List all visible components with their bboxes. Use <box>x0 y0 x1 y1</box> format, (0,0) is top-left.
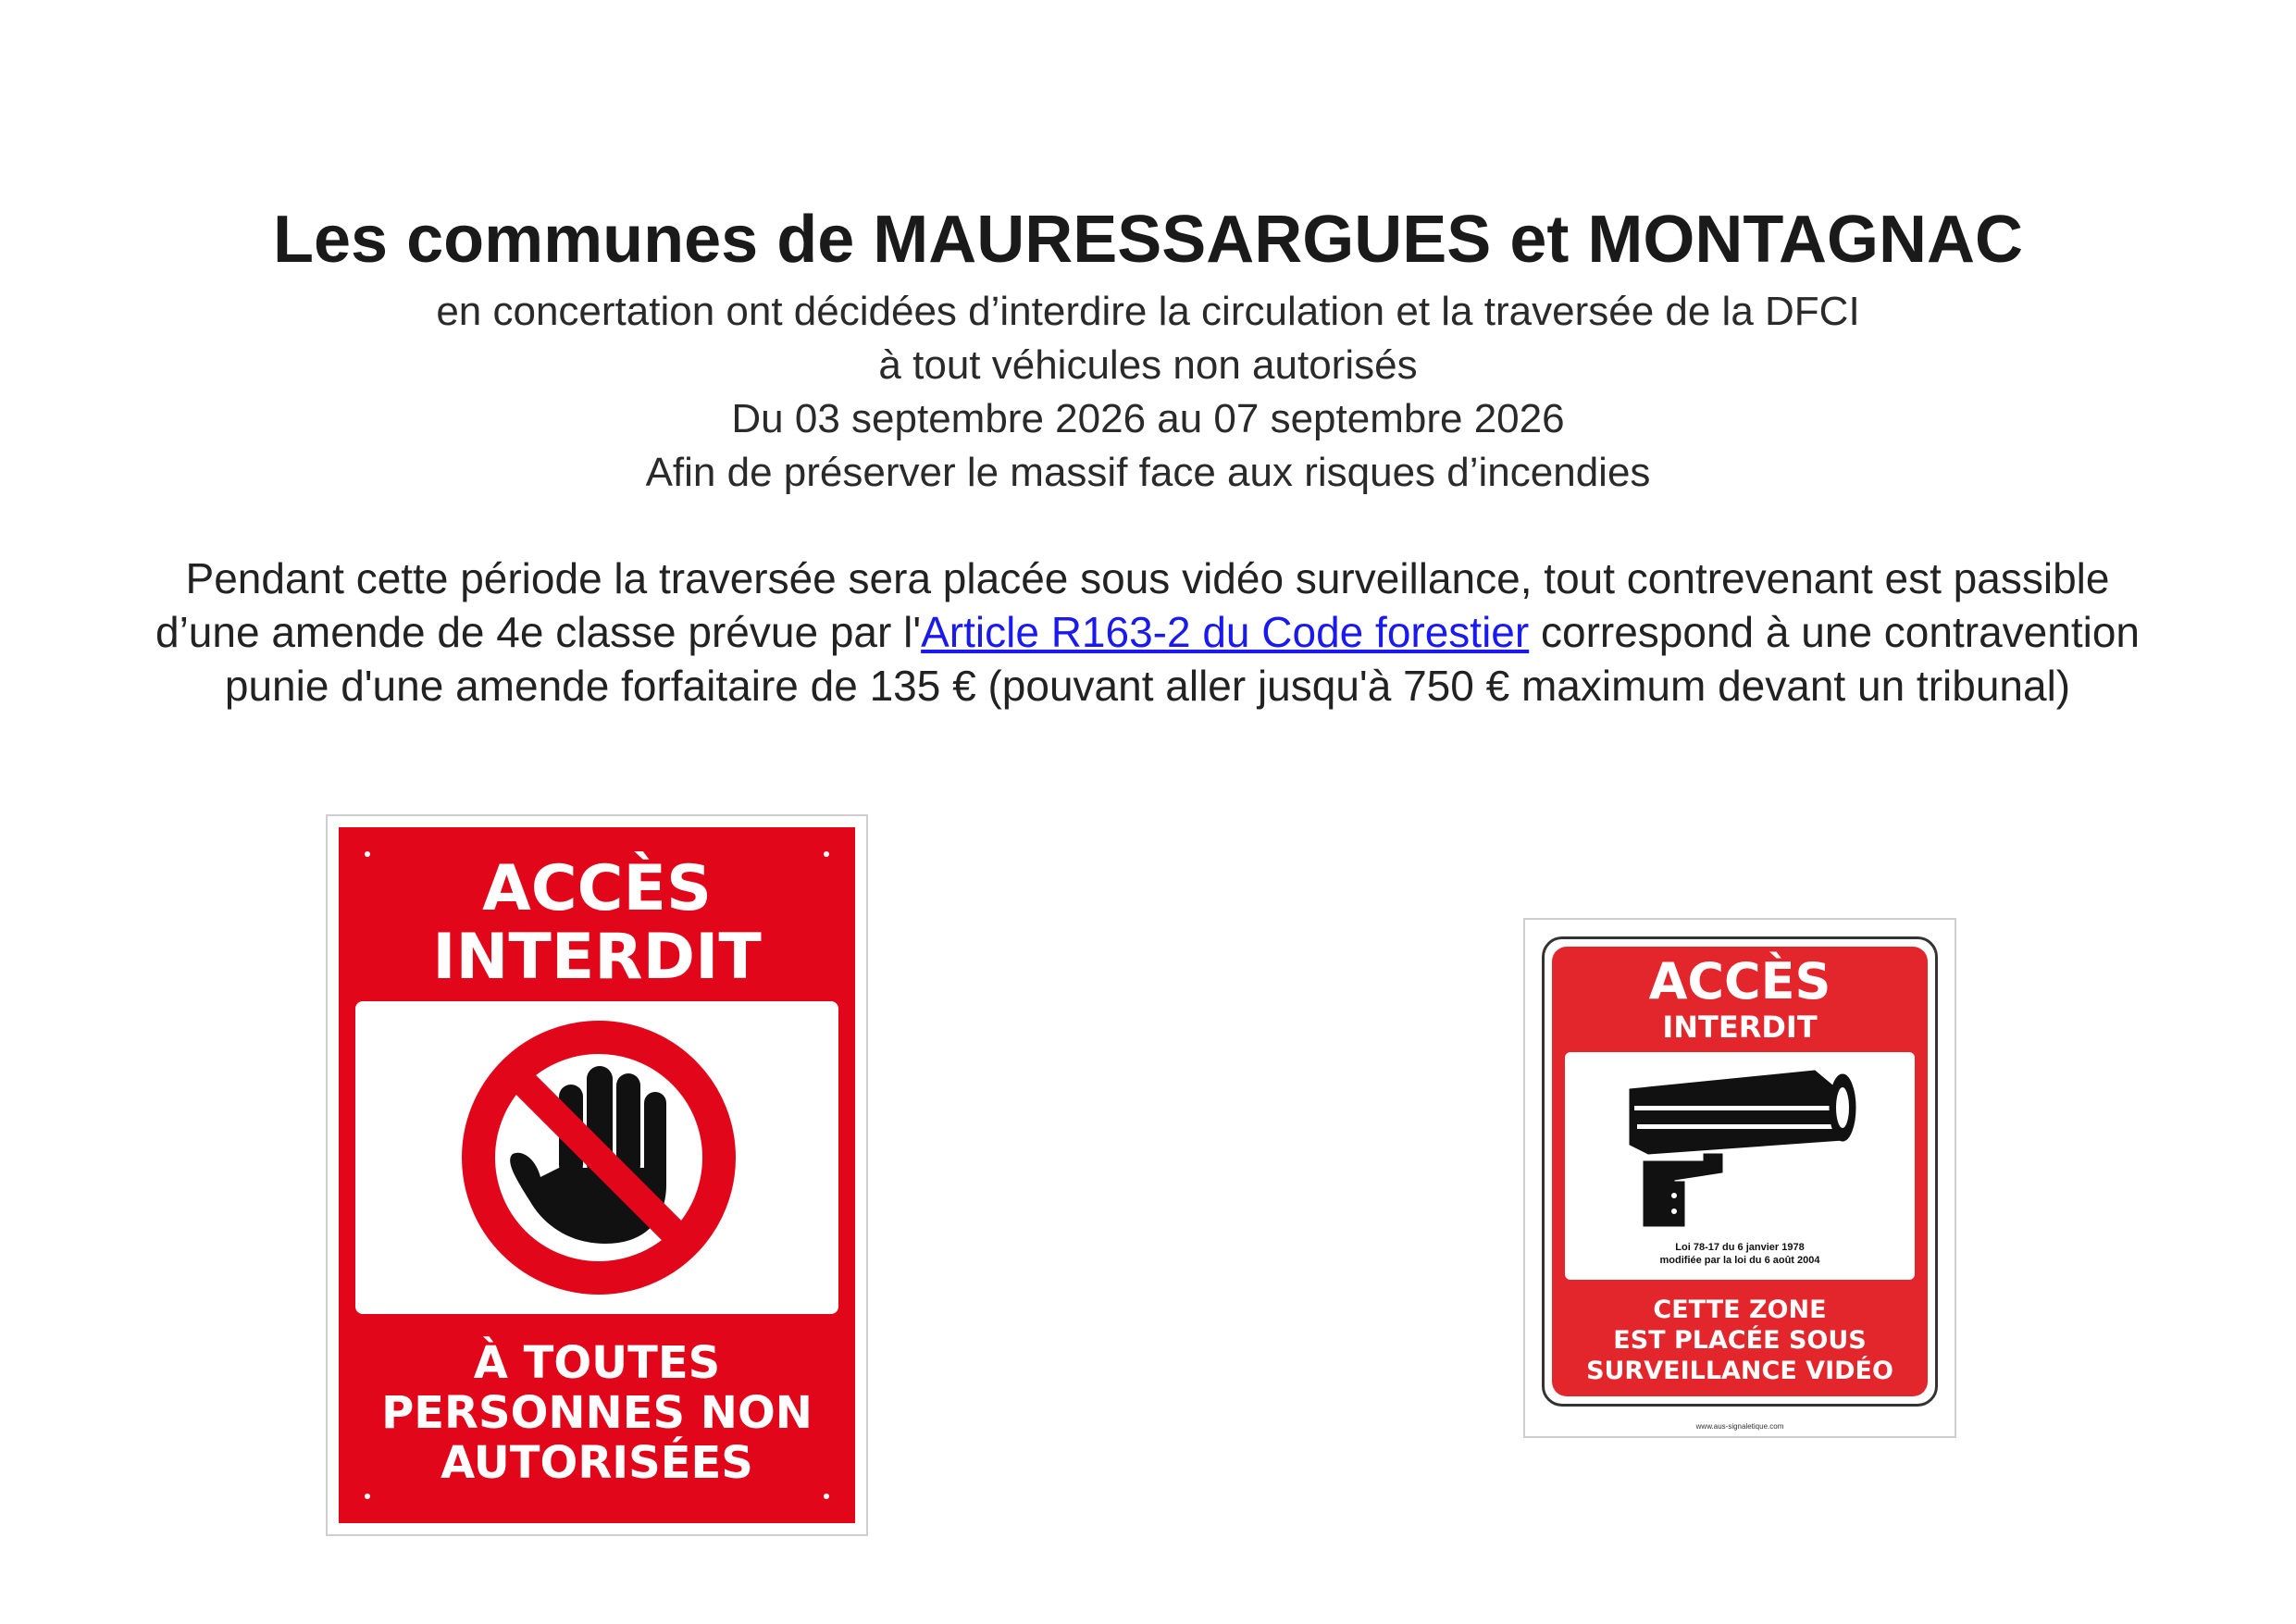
sign-footer <box>339 1338 855 1488</box>
notice-line-1: en concertation ont décidées d’interdire la circulation et la traversée de la DFCI <box>436 289 1860 334</box>
penalty-text-end: correspond à une contravention punie d'une amende forfaitaire de 135 € (pouvant aller jusqu'à 750 € maximum devant un tribunal) <box>224 608 2140 710</box>
sign-red-background <box>1552 947 1928 1396</box>
sign-footer <box>1552 1295 1928 1386</box>
penalty-paragraph <box>139 552 2156 713</box>
notice-reason: Afin de préserver le massif face aux risques d’incendies <box>645 450 1651 495</box>
sign-heading-line-1: ACCÈS <box>482 852 712 925</box>
law-reference-line-2: modifiée par la loi du 6 août 2004 <box>1659 1255 1820 1266</box>
sign-frame <box>1542 936 1938 1407</box>
law-reference <box>1565 1241 1915 1267</box>
screw-dot <box>824 1494 829 1499</box>
law-reference-line-1: Loi 78-17 du 6 janvier 1978 <box>1675 1242 1805 1253</box>
sign-symbol-panel <box>1565 1052 1915 1280</box>
sign-footer-line-2: EST PLACÉE SOUS <box>1613 1326 1867 1355</box>
sign-heading <box>339 852 855 994</box>
screw-dot <box>365 1494 370 1499</box>
sign-footer-line-2: PERSONNES NON <box>381 1387 813 1439</box>
forest-code-article-link[interactable]: Article R163-2 du Code forestier <box>921 608 1530 656</box>
page-title: Les communes de MAURESSARGUES et MONTAGNAC <box>273 203 2023 277</box>
access-forbidden-sign <box>326 814 868 1536</box>
sign-website: www.aus-signaletique.com <box>1695 1422 1784 1431</box>
notice-dates: Du 03 septembre 2026 au 07 septembre 2026 <box>731 396 1565 441</box>
cctv-camera-icon <box>1565 1052 1904 1237</box>
sign-footer-line-1: À TOUTES <box>473 1337 721 1389</box>
penalty-text-start: Pendant cette période la traversée sera placée sous vidéo surveillance, tout contrevenant est passible d’une amende de 4e classe prévue par l' <box>155 554 2110 656</box>
video-surveillance-sign <box>1523 918 1956 1438</box>
sign-heading-line-2: INTERDIT <box>1662 1010 1818 1045</box>
sign-footer-line-1: CETTE ZONE <box>1653 1295 1827 1324</box>
notice-line-2: à tout véhicules non autorisés <box>878 342 1418 388</box>
sign-heading-line-2: INTERDIT <box>432 921 762 994</box>
sign-footer-line-3: SURVEILLANCE VIDÉO <box>1586 1357 1893 1385</box>
sign-heading-line-1: ACCÈS <box>1648 952 1831 1010</box>
no-entry-hand-icon <box>355 1001 842 1314</box>
sign-footer-line-3: AUTORISÉES <box>441 1437 753 1489</box>
sign-red-background <box>339 827 855 1523</box>
sign-symbol-panel <box>355 1001 838 1314</box>
